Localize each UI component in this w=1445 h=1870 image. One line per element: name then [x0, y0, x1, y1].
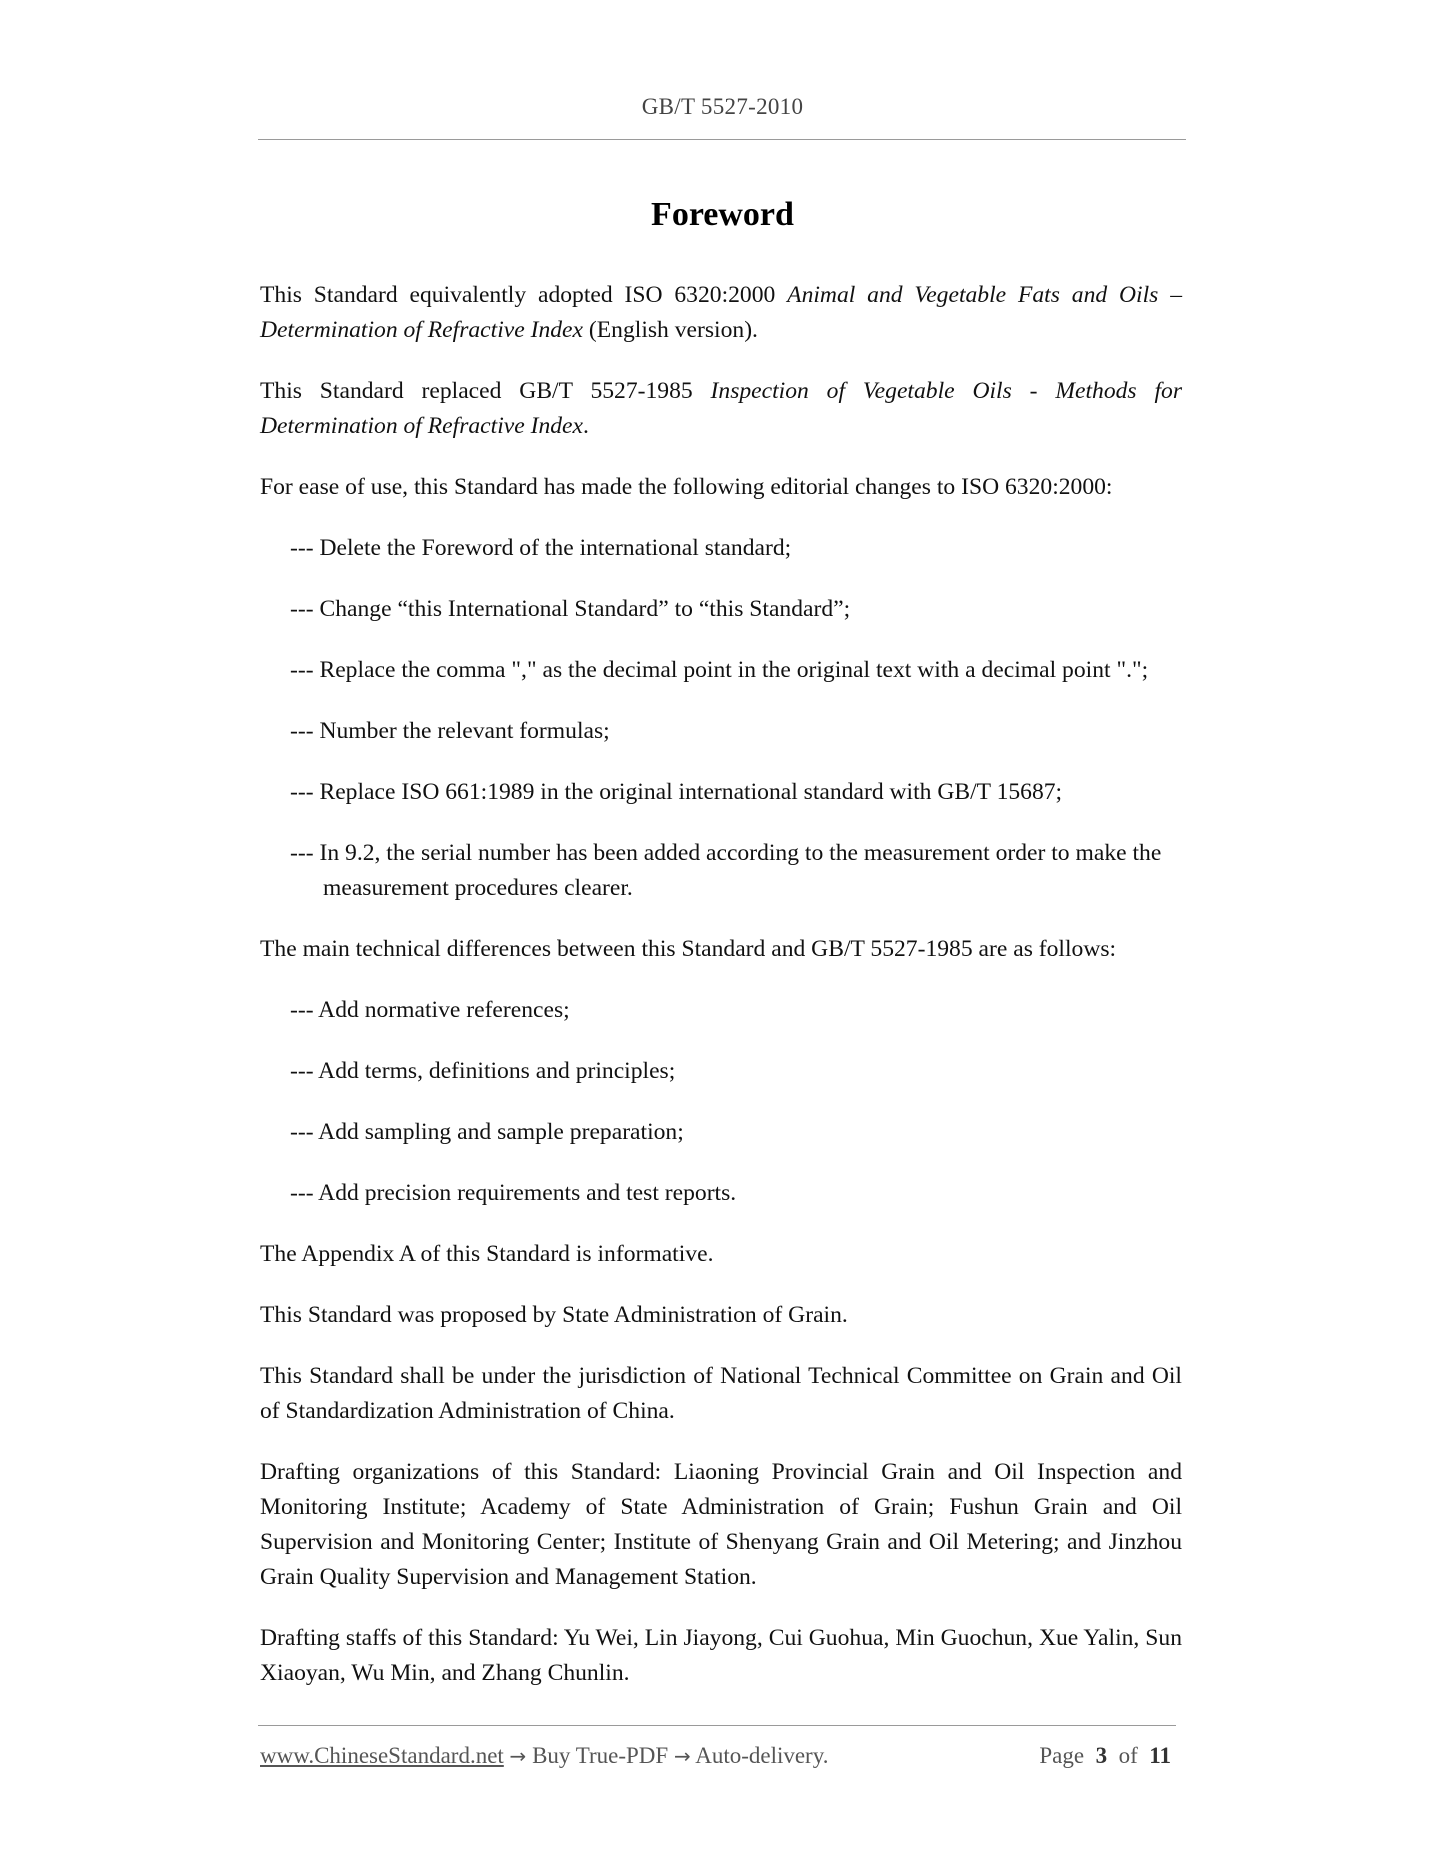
list-item: --- Add normative references;	[290, 997, 570, 1023]
current-page-number: 3	[1095, 1743, 1108, 1768]
website-link[interactable]: www.ChineseStandard.net	[260, 1743, 504, 1768]
list-item: --- Number the relevant formulas;	[290, 718, 610, 744]
paragraph-proposed-by: This Standard was proposed by State Administration of Grain.	[260, 1302, 848, 1328]
page-title: Foreword	[651, 196, 794, 233]
list-item: --- Replace the comma "," as the decimal point in the original text with a decimal point ".";	[290, 657, 1149, 683]
paragraph-text: This Standard equivalently adopted ISO 6320:2000	[260, 282, 788, 308]
paragraph-text: This Standard replaced GB/T 5527-1985	[260, 378, 711, 404]
paragraph-text: .	[583, 413, 589, 439]
paragraph-drafting-organizations: Drafting organizations of this Standard: Liaoning Provincial Grain and Oil Inspection and Monitoring Institute; Academy of State Administration of Grain; Fushun Grain and Oil Supervision and Monitoring Center; Institute of Shenyang Grain and Oil Metering; and Jinzhou Grain Quality Supervision and Management Station.	[260, 1459, 1182, 1590]
list-item: --- Add sampling and sample preparation;	[290, 1119, 684, 1145]
paragraph-drafting-staffs: Drafting staffs of this Standard: Yu Wei, Lin Jiayong, Cui Guohua, Min Guochun, Xue Yalin, Sun Xiaoyan, Wu Min, and Zhang Chunlin.	[260, 1625, 1182, 1686]
header-divider	[258, 139, 1186, 140]
arrow-right-icon: →	[509, 1744, 527, 1768]
page-indicator	[1039, 1743, 1171, 1769]
list-item: --- In 9.2, the serial number has been added according to the measurement order to make the measurement procedures clearer.	[290, 840, 1162, 901]
list-item: --- Add terms, definitions and principles;	[290, 1058, 676, 1084]
paragraph-replacement	[260, 374, 1182, 444]
list-item: --- Replace ISO 661:1989 in the original international standard with GB/T 15687;	[290, 779, 1063, 805]
list-item: --- Delete the Foreword of the international standard;	[290, 535, 792, 561]
paragraph-jurisdiction: This Standard shall be under the jurisdiction of National Technical Committee on Grain and Oil of Standardization Administration of China.	[260, 1363, 1182, 1424]
buy-text: Buy True-PDF	[532, 1743, 669, 1768]
foreword-body	[260, 278, 1182, 1717]
iso-title: Animal and Vegetable Fats and Oils – Determination of Refractive Index	[260, 282, 1182, 343]
paragraph-appendix: The Appendix A of this Standard is informative.	[260, 1241, 714, 1267]
arrow-right-icon: →	[673, 1744, 691, 1768]
list-item: --- Change “this International Standard” to “this Standard”;	[290, 596, 851, 622]
replaced-standard-title: Inspection of Vegetable Oils - Methods for Determination of Refractive Index	[260, 378, 1183, 439]
paragraph-adoption	[260, 278, 1182, 348]
list-item: --- Add precision requirements and test reports.	[290, 1180, 737, 1206]
total-page-number: 11	[1149, 1743, 1171, 1768]
paragraph-text: (English version).	[583, 317, 758, 343]
footer-left	[260, 1743, 828, 1769]
paragraph-editorial-intro: For ease of use, this Standard has made the following editorial changes to ISO 6320:2000:	[260, 474, 1113, 500]
page-word: Page	[1039, 1743, 1085, 1768]
of-word: of	[1118, 1743, 1138, 1768]
paragraph-differences-intro: The main technical differences between this Standard and GB/T 5527-1985 are as follows:	[260, 936, 1117, 962]
document-header: GB/T 5527-2010	[641, 94, 804, 119]
delivery-text: Auto-delivery.	[695, 1743, 829, 1768]
footer-divider	[258, 1725, 1176, 1726]
